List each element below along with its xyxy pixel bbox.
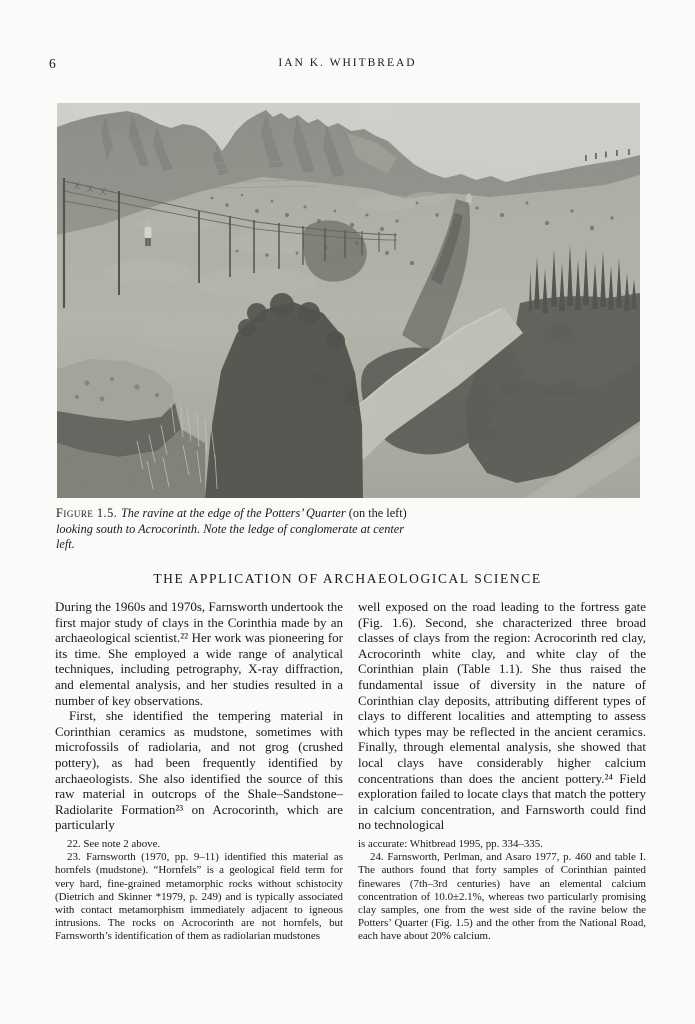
body-paragraph: During the 1960s and 1970s, Farnsworth undertook the first major study of clays in the Corinthia made by an archaeological scientist.²² Her work was pioneering for its time. She employed a wide range of analytical techniques, including petrography, X-ray diffraction, and elemental analysis, and her studies resulted in a number of key observations. (55, 599, 343, 708)
footnotes (55, 838, 646, 944)
body-column-left (55, 599, 343, 833)
photo-grain (57, 103, 640, 498)
figure-caption (56, 506, 410, 553)
body-paragraph: well exposed on the road leading to the fortress gate (Fig. 1.6). Second, she characterized three broad classes of clays from the region: Acrocorinth red clay, Acrocorinth white clay, and white clay of the Corinthian plain (Table 1.1). She thus raised the fundamental issue of diversity in the nature of Corinthian clay deposits, attributing different types of clays to different localities and attempting to assess which types may be reflected in the ancient ceramics. Finally, through elemental analysis, she showed that local clays have considerably higher calcium concentrations than does the ancient pottery.²⁴ Field exploration failed to locate clays that match the pottery in calcium concentration, and Farnsworth could find no technological (358, 599, 646, 833)
footnote-column-left (55, 838, 343, 944)
page-number: 6 (49, 56, 56, 71)
footnote-22: 22. See note 2 above. (67, 838, 161, 850)
figure-caption-label: Figure 1.5. (56, 506, 121, 520)
running-header (0, 57, 695, 69)
running-header-title: IAN K. WHITBREAD (278, 57, 417, 69)
ravine-photograph (57, 103, 640, 498)
footnote-23-continued: is accurate: Whitbread 1995, pp. 334–335. (358, 838, 543, 850)
figure-caption-roman: (on the left) (348, 506, 407, 520)
figure-caption-italic-1: The ravine at the edge of the Potters’ Quarter (120, 506, 349, 520)
footnote-23: 23. Farnsworth (1970, pp. 9–11) identified this material as hornfels (mudstone). “Hornfels” is a geological field term for very hard, fine-grained metamorphic rocks without schistocity (Dietrich and Skinner *1979, p. 249) and is typically associated with contact metamorphism immediately adjacent to igneous intrusions. The rocks on Acrocorinth are not hornfels, but Farnsworth’s identification of them as radiolarian mudstones (55, 851, 343, 943)
footnote-column-right (358, 838, 646, 944)
body-paragraph: First, she identified the tempering material in Corinthian ceramics as mudstone, sometimes with microfossils of radiolaria, and not grog (crushed pottery), as had been frequently identified by archaeologists. She also identified the source of this raw material in outcrops of the Shale–Sandstone–Radiolarite Formation²³ on Acrocorinth, which are particularly (55, 708, 343, 833)
body-text (55, 599, 646, 833)
figure-caption-italic-2: looking south to Acrocorinth. Note the ledge of conglomerate at center left. (56, 521, 405, 552)
figure-photo (57, 103, 640, 498)
section-heading: THE APPLICATION OF ARCHAEOLOGICAL SCIENCE (153, 571, 542, 586)
body-column-right (358, 599, 646, 833)
footnote-24: 24. Farnsworth, Perlman, and Asaro 1977, p. 460 and table I. The authors found that forty samples of Corinthian painted finewares (7th–3rd centuries) have an elemental calcium concentration of 10.0±2.1%, whereas two particularly promising clay samples, one from the west side of the ravine below the Potters’ Quarter (Fig. 1.5) and the other from the National Road, each have about 20% calcium. (358, 851, 646, 943)
